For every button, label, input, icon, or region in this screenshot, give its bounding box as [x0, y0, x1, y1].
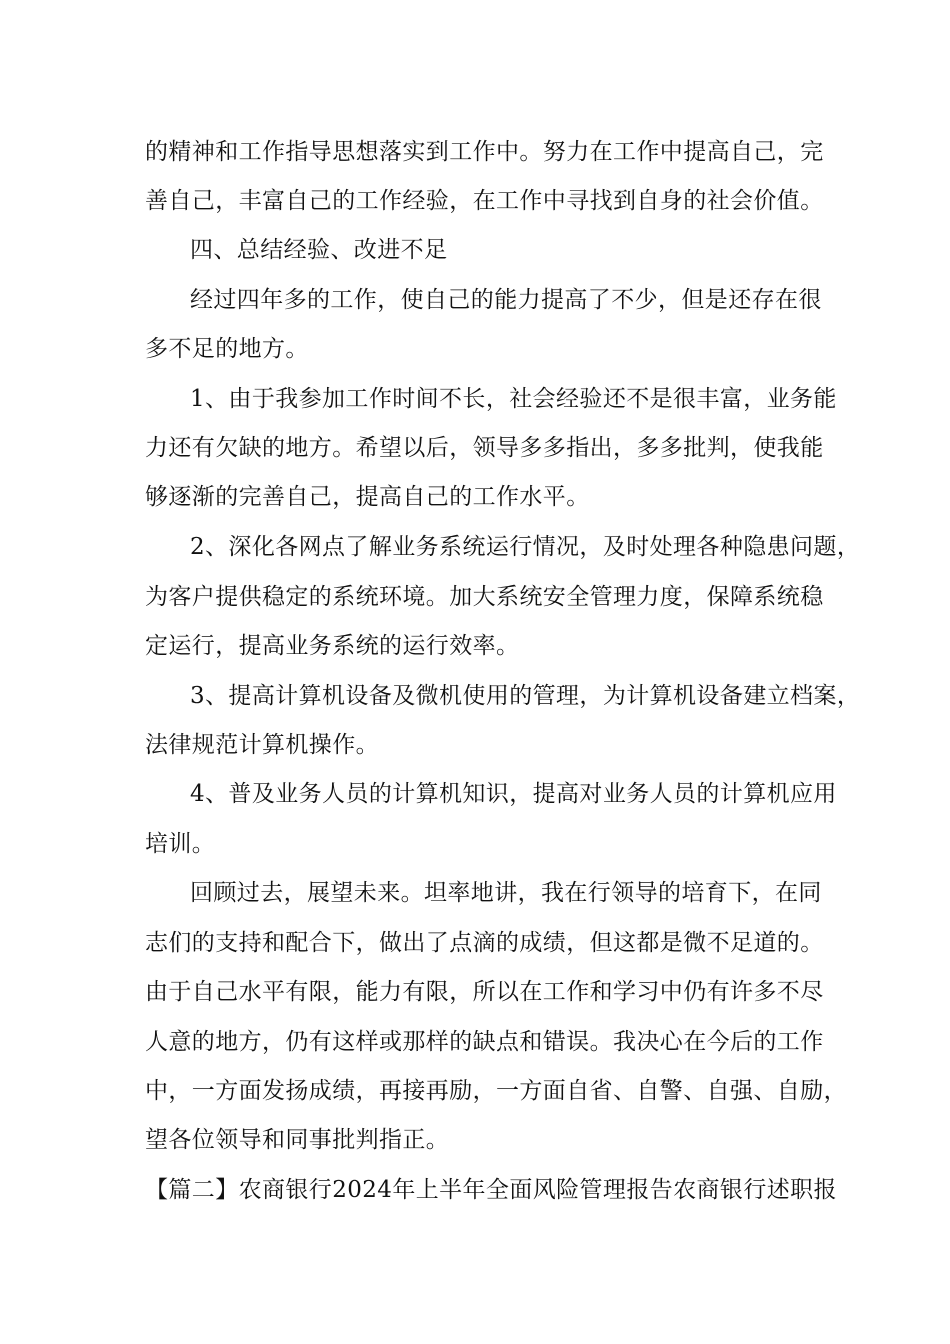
closing-line-2: 志们的支持和配合下，做出了点滴的成绩，但这都是微不足道的。	[145, 930, 824, 956]
paragraph-line-1: 的精神和工作指导思想落实到工作中。努力在工作中提高自己，完	[145, 139, 824, 165]
paragraph-line-3: 经过四年多的工作，使自己的能力提高了不少，但是还存在很	[190, 287, 822, 313]
list-item-1-line-1: 1、由于我参加工作时间不长，社会经验还不是很丰富，业务能	[190, 386, 837, 412]
list-item-2-line-1: 2、深化各网点了解业务系统运行情况，及时处理各种隐患问题，	[190, 534, 861, 560]
list-item-3-line-2: 法律规范计算机操作。	[145, 732, 379, 758]
closing-line-5: 中，一方面发扬成绩，再接再励，一方面自省、自警、自强、自励，	[145, 1078, 847, 1104]
list-item-2-line-3: 定运行，提高业务系统的运行效率。	[145, 633, 520, 659]
section-heading-4: 四、总结经验、改进不足	[190, 237, 448, 263]
list-item-1-line-3: 够逐渐的完善自己，提高自己的工作水平。	[145, 484, 590, 510]
closing-line-4: 人意的地方，仍有这样或那样的缺点和错误。我决心在今后的工作	[145, 1029, 824, 1055]
paragraph-line-4: 多不足的地方。	[145, 336, 309, 362]
closing-line-1: 回顾过去，展望未来。坦率地讲，我在行领导的培育下，在同	[190, 880, 822, 906]
list-item-3-line-1: 3、提高计算机设备及微机使用的管理，为计算机设备建立档案，	[190, 683, 861, 709]
closing-line-6: 望各位领导和同事批判指正。	[145, 1127, 450, 1153]
next-section-title: 【篇二】农商银行2024年上半年全面风险管理报告农商银行述职报	[145, 1177, 837, 1203]
list-item-2-line-2: 为客户提供稳定的系统环境。加大系统安全管理力度，保障系统稳	[145, 584, 824, 610]
list-item-4-line-1: 4、普及业务人员的计算机知识，提高对业务人员的计算机应用	[190, 781, 837, 807]
closing-line-3: 由于自己水平有限，能力有限，所以在工作和学习中仍有许多不尽	[145, 979, 824, 1005]
list-item-1-line-2: 力还有欠缺的地方。希望以后，领导多多指出，多多批判，使我能	[145, 435, 824, 461]
paragraph-line-2: 善自己，丰富自己的工作经验，在工作中寻找到自身的社会价值。	[145, 188, 824, 214]
list-item-4-line-2: 培训。	[145, 831, 216, 857]
